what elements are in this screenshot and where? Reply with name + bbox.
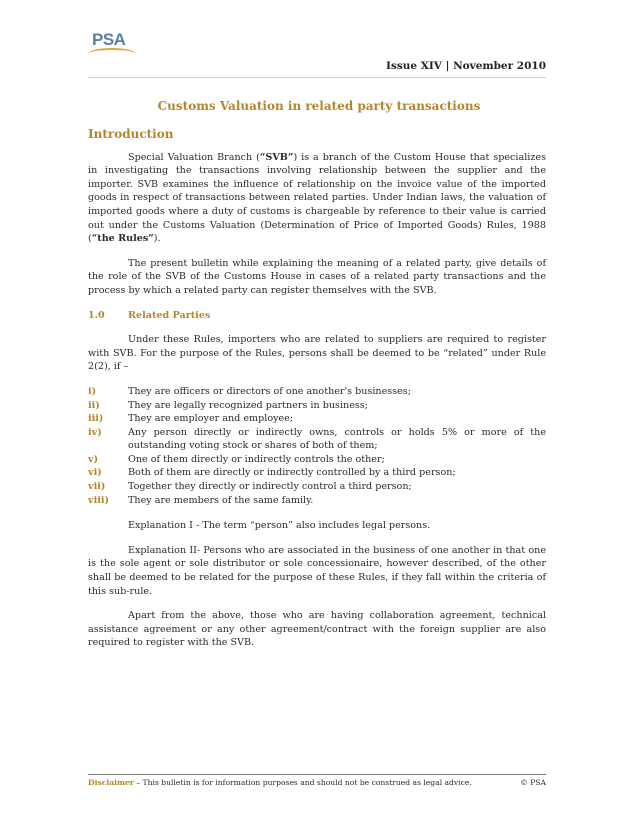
list-item-text: They are legally recognized partners in business; xyxy=(128,399,368,411)
footer-rule xyxy=(88,774,546,775)
issue-date: Issue XIV | November 2010 xyxy=(386,60,546,72)
header-rule xyxy=(88,77,546,78)
intro-paragraph-1 xyxy=(88,151,546,246)
psa-logo xyxy=(88,30,138,60)
bulletin-body xyxy=(88,128,546,661)
section-paragraph-1: Under these Rules, importers who are related to suppliers are required to register with SVB. For the purpose of the Rules, persons shall be deemed to be “related” under Rule 2(2), if – xyxy=(88,334,546,373)
intro-rules-term: “the Rules” xyxy=(91,233,154,245)
footer xyxy=(88,778,546,787)
disclaimer xyxy=(88,778,472,787)
list-item-label: vi) xyxy=(88,467,102,479)
list-item-text: They are employer and employee; xyxy=(128,413,294,425)
intro-paragraph-2: The present bulletin while explaining the meaning of a related party, give details of the role of the SVB of the Customs House in cases of a related party transactions and the process by which a related party can register themselves with the SVB. xyxy=(88,257,546,296)
intro-text-c: ). xyxy=(153,233,161,245)
list-item xyxy=(88,453,546,467)
list-item xyxy=(88,399,546,413)
page-title: Customs Valuation in related party transactions xyxy=(157,99,481,113)
list-item-text: One of them directly or indirectly controls the other; xyxy=(128,453,385,465)
section-title: Related Parties xyxy=(128,309,211,321)
introduction-heading: Introduction xyxy=(88,127,174,141)
disclaimer-label: Disclaimer xyxy=(88,778,134,787)
intro-text-a: Special Valuation Branch ( xyxy=(128,151,260,163)
list-item-text: They are members of the same family. xyxy=(128,494,314,506)
list-item xyxy=(88,466,546,480)
explanation-2: Explanation II- Persons who are associated in the business of one another in that one is the sole agent or sole distributor or sole concessionaire, however described, of the other shall be deemed to be related for the purpose of these Rules, if they fall within the criteria of this sub-rule. xyxy=(88,544,546,597)
list-item-text: Both of them are directly or indirectly controlled by a third person; xyxy=(128,467,456,479)
list-item-label: i) xyxy=(88,385,97,397)
list-item-label: vii) xyxy=(88,481,106,493)
copyright: © PSA xyxy=(520,778,546,787)
list-item-text: Together they directly or indirectly control a third person; xyxy=(128,481,412,493)
list-item xyxy=(88,385,546,399)
intro-text-b: ) is a branch of the Custom House that specializes in investigating the transactions involving relationship between the supplier and the importer. SVB examines the influence of relationship on the invoice value of the imported goods in respect of transactions between related parties. Under Indian laws, the valuation of imported goods where a duty of customs is chargeable by reference to their value is carried out under the Customs Valuation (Determination of Price of Imported Goods) Rules, 1988 ( xyxy=(88,151,547,245)
list-item xyxy=(88,426,546,453)
section-heading-related-parties xyxy=(88,309,546,323)
explanation-1: Explanation I - The term “person” also includes legal persons. xyxy=(128,520,431,532)
list-item-label: viii) xyxy=(88,494,110,506)
list-item-label: v) xyxy=(88,453,99,465)
list-item xyxy=(88,412,546,426)
related-criteria-list xyxy=(88,385,546,507)
list-item-text: Any person directly or indirectly owns, controls or holds 5% or more of the outstanding voting stock or shares of both of them; xyxy=(128,426,546,452)
list-item-label: iv) xyxy=(88,426,102,438)
list-item-label: iii) xyxy=(88,413,104,425)
disclaimer-text: – This bulletin is for information purposes and should not be construed as legal advice. xyxy=(133,778,472,787)
logo-text: PSA xyxy=(92,30,126,49)
list-item xyxy=(88,480,546,494)
logo-swoosh-icon xyxy=(88,48,136,60)
list-item-label: ii) xyxy=(88,399,100,411)
intro-svb-term: “SVB” xyxy=(259,151,294,163)
section-number: 1.0 xyxy=(88,309,105,321)
list-item-text: They are officers or directors of one another's businesses; xyxy=(128,385,411,397)
list-item xyxy=(88,494,546,508)
section-closing-paragraph: Apart from the above, those who are having collaboration agreement, technical assistance agreement or any other agreement/contract with the foreign supplier are also required to register with the SVB. xyxy=(88,610,546,649)
